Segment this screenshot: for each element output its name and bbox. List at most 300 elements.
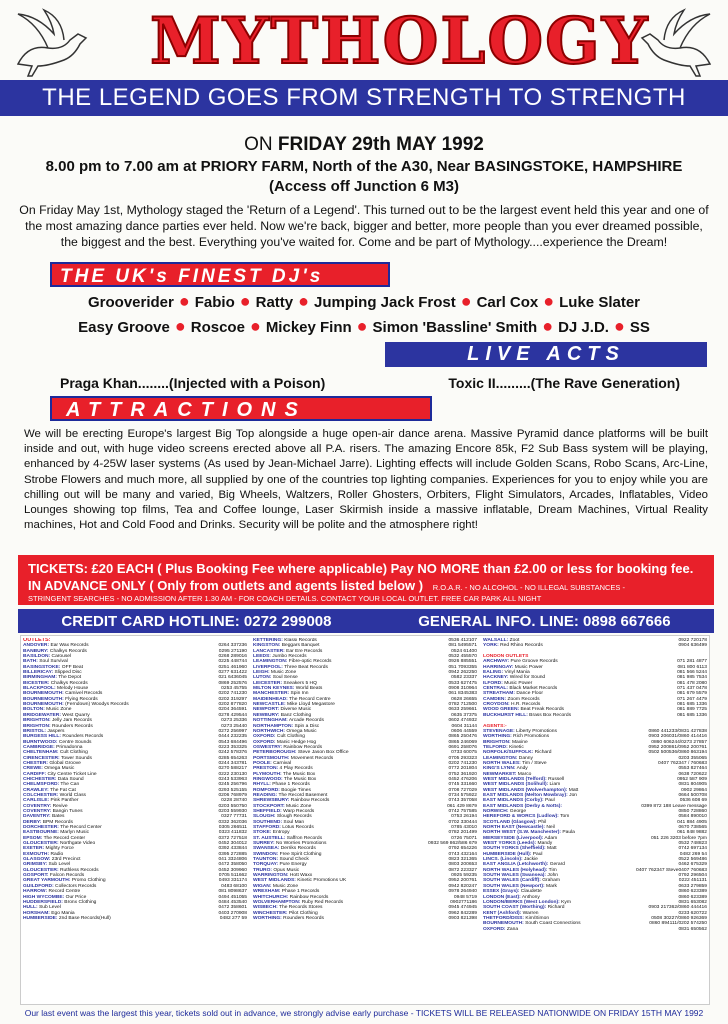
outlet-name: Manic Hedge Hog — [275, 739, 317, 745]
outlet-phone: 021 6436045 — [218, 675, 247, 681]
outlet-phone: 0942 262250 — [448, 670, 477, 676]
outlet-name: 2nd Base Records(Hull) — [57, 915, 111, 921]
outlet-name: Phil — [536, 819, 547, 825]
outlet-name: Chalkys Records — [49, 680, 88, 686]
outlet-phone: 0922 720178 — [678, 638, 707, 643]
tickets-advance-text: IN ADVANCE ONLY ( Only from outlets and agents listed below ) — [28, 578, 424, 593]
outlet-name: Ruthless Records — [58, 867, 99, 873]
outlet-name: Fibre-optic Records — [287, 659, 332, 665]
outlet-town: WOLVERHAMPTON: — [253, 899, 301, 905]
outlet-phone: 0785 43010 — [451, 825, 477, 831]
attractions-text: We will be erecting Europe's largest Big Top alongside a huge open-air dance arena. Massive Pyramid dance platforms will be built inside and out, with huge video screens erected above all P.A. risers. The amazing Encore 85k, F2 Sub Bass system will be playing, enhanced by 4-25W laser systems (As used by Jean-Michael Jarre). Lighting effects will include Golden Scans, Robo Scans, Arc-Line, Strobe Flowers and much more, all supplied by one of the countries top lighting companies. Experiences for you to enjoy while you are chilling out will be many and varied, Big Wheels, Waltzers, Roller Ghosters, Orbiters, Flight Simulators, Arcades, Inflatables, Video Lounges showing top films, Tea and Coffee lounge, Laser Skirmish inside a massive inflatable, Dream Machines, Virtual Reality machines, Hot and Cold Food and Drinks. Security will be polite and the atmosphere right! — [24, 428, 708, 532]
tickets-advance — [18, 576, 714, 593]
outlet-phone: 0948 5719 — [453, 894, 477, 900]
outlet-name: Entropy — [271, 830, 290, 836]
outlet-phone: 0536 412107 — [448, 638, 477, 643]
outlet-town: GLOUCESTER: — [23, 867, 59, 873]
outlet-phone: 0392 433844 — [218, 846, 247, 852]
dj-name: Grooverider — [87, 294, 174, 311]
outlet-phone: 0483 68100 — [221, 883, 247, 889]
outlet-town: PETERBOROUGH: — [253, 750, 297, 756]
outlet-name: Tim / Steve — [520, 760, 547, 766]
outlet-name: Ego Mania — [49, 910, 75, 916]
outlet-name: Tim — [547, 867, 557, 873]
attractions-banner: ATTRACTIONS — [50, 396, 432, 421]
outlet-town: BATH: — [23, 659, 38, 665]
outlet-phone: 0670 738565 — [678, 825, 707, 831]
outlet-town: ILFORD: — [483, 680, 503, 686]
outlet-name: Warren — [521, 910, 539, 916]
outlet-town: SURREY: — [253, 841, 275, 847]
outlet-phone: 0582 23337 — [451, 675, 477, 681]
outlet-phone: 0742 757585 — [448, 809, 477, 814]
outlet-phone: 071 281 4877 — [677, 659, 707, 665]
tagline-banner: THE LEGEND GOES FROM STRENGTH TO STRENGTH — [0, 80, 728, 116]
outlet-phone: 0803 200653 — [448, 862, 477, 868]
outlet-phone: 0472 358050 — [218, 862, 247, 868]
outlet-name: Zoot — [508, 638, 520, 643]
outlet-phone: 0532 748823 — [678, 841, 707, 847]
bullet-dot-icon: ● — [178, 291, 190, 311]
outlet-name: Beggars Banquet — [280, 643, 320, 649]
outlet-name: Zoom Records — [506, 696, 540, 702]
outlet-phone: 0452 476206 — [448, 776, 477, 782]
outlet-phone: 0332 362036 — [218, 819, 247, 825]
outlet-name: Ear Wax Records — [49, 643, 89, 649]
outlet-phone: 0533 627475 — [448, 680, 477, 686]
outlet-town: ST. AUSTELL: — [253, 835, 286, 841]
outlet-phone: 0708 727029 — [448, 787, 477, 793]
outlet-phone: 0462 675329 — [678, 862, 707, 868]
outlet-name: Claudette — [519, 889, 542, 895]
outlet-town: KING'S LYNN: — [483, 766, 516, 772]
outlet-town: BICESTER: — [23, 680, 50, 686]
outlet-phone: 0444 232235 — [218, 734, 247, 740]
outlets-heading: OUTLETS: — [23, 638, 51, 643]
outlet-name: John — [546, 873, 559, 879]
pegasus-left-icon — [8, 4, 100, 82]
outlet-phone: 0932 569 862/586 679 — [428, 841, 477, 847]
outlet-phone: 0604 31144 — [451, 723, 477, 729]
outlet-name: Music Zone — [269, 670, 297, 676]
outlet-phone: 0872 223327 — [448, 867, 477, 873]
outlet-town: LEICESTER: — [253, 680, 283, 686]
outlet-name: The Music Box — [282, 776, 317, 782]
outlet-name: World Beats — [294, 686, 323, 692]
live-act-item: Toxic II.........(The Rave Generation) — [448, 375, 680, 391]
outlet-phone: 0494 451055 — [218, 894, 247, 900]
outlet-town: NORWICH: — [483, 809, 509, 814]
outlet-town: NORTHWICH: — [253, 728, 286, 734]
outlet-name: Bates — [50, 814, 65, 820]
outlet-town: WINCHESTER: — [253, 910, 288, 916]
outlet-town: SOUTH WALES (Swansea): — [483, 873, 547, 879]
outlet-town: TORQUAY: — [253, 862, 279, 868]
outlet-name: Maxine — [510, 739, 528, 745]
outlet-phone: 0285 654263 — [218, 755, 247, 761]
outlet-name: Paula — [560, 830, 575, 836]
outlet-town: STOKE: — [253, 830, 272, 836]
outlet-phone: 0203 355065 — [678, 755, 707, 761]
outlet-name: Black Market Records — [508, 686, 558, 692]
outlet-name: Revive — [51, 803, 68, 809]
outlet-phone: 0734 575922 — [448, 792, 477, 798]
outlet-phone: 0952 587 909 — [677, 776, 707, 782]
outlet-name: BPM Records — [41, 819, 73, 825]
outlet-name: Soul Sense — [271, 675, 298, 681]
dj-name: Mickey Finn — [265, 319, 352, 336]
outlet-phone: 0323 411832 — [218, 830, 247, 836]
outlet-name: Jaspers — [46, 728, 65, 734]
outlet-phone: 0860 623389 — [678, 889, 707, 895]
outlet-name: Vinyl Mania — [503, 670, 530, 676]
outlet-phone: 0978 264940 — [448, 889, 477, 895]
outlet-name: Liam — [548, 782, 561, 788]
outlet-town: WEST MIDLANDS (Solihull): — [483, 782, 549, 788]
outlet-phone: 0202 319297 — [218, 696, 247, 702]
outlet-phone: 0522 569486 — [678, 857, 707, 863]
outlet-phone: 0745 331660 — [448, 782, 477, 788]
outlet-town: WARRINGTON: — [253, 873, 289, 879]
outlet-town: EAST MIDLANDS (Derby & Notts): — [483, 803, 563, 809]
outlet-town: SHREWSBURY: — [253, 798, 290, 804]
outlet-town: RHYLL: — [253, 782, 271, 788]
outlet-town: GREAT YARMOUTH: — [23, 878, 71, 884]
outlet-town: READING: — [253, 792, 278, 798]
outlet-phone: 0452 309960 — [218, 867, 247, 873]
outlet-phone: 0295 271190 — [218, 648, 247, 654]
outlet-name: South Coast Connections — [523, 921, 581, 927]
outlet-town: SOUTH WALES (Newport): — [483, 883, 545, 889]
outlet-name: No Worries Promotions — [274, 841, 327, 847]
outlet-town: EXMOUTH: — [23, 851, 50, 857]
outlet-town: BRIDGEWATER: — [23, 712, 61, 718]
outlet-name: Falcon Records — [48, 873, 85, 879]
outlet-name: Rich Promotions — [511, 734, 550, 740]
outlet-name: Pink Panther — [49, 798, 79, 804]
outlet-phone: 0702 330444 — [448, 819, 477, 825]
outlet-town: DERBY: — [23, 819, 42, 825]
outlet-phone: 0865 250476 — [448, 734, 477, 740]
outlet-name: Sub Level — [37, 905, 61, 911]
outlet-town: BOLTON: — [23, 707, 45, 713]
outlet-town: NORTH EAST (Newcastle): — [483, 825, 545, 831]
outlet-phone: 0253 45755 — [221, 686, 247, 692]
outlet-phone: 061 429 8679 — [447, 803, 477, 809]
djs-row-2 — [0, 316, 728, 337]
outlet-name: Spin a Disc — [293, 723, 320, 729]
outlet-phone: 081 478 2080 — [677, 680, 707, 686]
outlet-name: Omega Music — [42, 766, 75, 772]
outlet-name: Slough Records — [275, 814, 312, 820]
outlet-town: LEAMINGTON: — [483, 755, 518, 761]
outlet-name: Music Zone — [271, 883, 299, 889]
event-date — [0, 134, 728, 156]
djs-banner: THE UK's FINEST DJ's — [50, 262, 390, 287]
outlet-phone: 0403 270908 — [218, 910, 247, 916]
outlet-phone: 0860 441233/0831 427838 — [648, 728, 707, 734]
outlet-phone: 0372 727518 — [218, 835, 247, 841]
bullet-dot-icon: ● — [543, 291, 555, 311]
outlet-name: Movement Records — [289, 755, 334, 761]
outlet-name: 23rd Precinct — [50, 857, 81, 863]
outlet-town: EAST MIDLANDS (Melton Mowbray): — [483, 792, 568, 798]
outlet-phone: 051 7093355 — [448, 664, 477, 670]
outlet-phone: 0243 533963 — [218, 776, 247, 782]
outlet-town: NOTTINGHAM: — [253, 718, 288, 724]
outlet-name: The Record Center — [42, 835, 86, 841]
outlet-name: Radio — [49, 851, 64, 857]
outlet-town: HARROW: — [23, 889, 48, 895]
outlet-name: Matt — [567, 787, 579, 793]
outlet-phone: 081 685 1336 — [677, 712, 707, 718]
outlet-name: Andy — [515, 766, 528, 772]
outlet-name: Boogie Times — [279, 787, 311, 793]
outlet-name: The Records Stores — [277, 905, 323, 911]
outlet-town: STAFFORD: — [253, 825, 281, 831]
outlet-town: SOUTHEND: — [253, 819, 283, 825]
pegasus-right-icon — [628, 4, 720, 82]
outlet-town: WEST YORKS (Leeds): — [483, 841, 537, 847]
outlet-town: HEREFORD & WORCS (Ludlow): — [483, 814, 559, 820]
outlet-town: LEIGH: — [253, 670, 270, 676]
outlet-phone: 0860 606244/0273 27857 — [651, 739, 707, 745]
outlet-phone: 0543 684496 — [218, 739, 247, 745]
outlet-row — [253, 916, 477, 921]
outlets-column-3 — [483, 638, 707, 1002]
outlet-town: PRESTON: — [253, 766, 279, 772]
outlet-name: Tom — [558, 814, 570, 820]
outlet-phone: 0903 821398 — [448, 915, 477, 921]
outlet-name: Jelly Jam Records — [50, 718, 92, 724]
outlet-name: Adam — [543, 835, 558, 841]
outlet-phone: 0962 842289 — [448, 910, 477, 916]
outlet-name: Carousel — [50, 654, 72, 660]
outlet-phone: 0628 26655 — [451, 696, 477, 702]
outlet-phone: 0508 30227/0860 926369 — [651, 915, 707, 921]
outlet-name: City Centre Ticket Line — [46, 771, 97, 777]
outlet-phone: 0273 25440 — [221, 723, 247, 729]
outlet-town: NORTH WALES (Holyhead): — [483, 867, 548, 873]
outlet-name: Bangin Tunes — [51, 809, 83, 814]
outlet-phone: 0493 331174 — [218, 878, 247, 884]
outlet-name: The Fat Cat — [48, 787, 76, 793]
outlet-name: Pure Groove Records — [509, 659, 558, 665]
bullet-dot-icon: ● — [249, 316, 261, 336]
hotline-bar — [18, 609, 714, 633]
outlet-phone: 0753 26194 — [451, 814, 477, 820]
outlet-town: CHELMSFORD: — [23, 782, 60, 788]
outlets-list — [20, 635, 710, 1005]
bullet-dot-icon: ● — [356, 316, 368, 336]
outlet-town: SOUTH COAST (Worthing): — [483, 905, 547, 911]
outlet-phone: 0502 500536/0860 863194 — [648, 750, 707, 756]
outlet-phone: 0222 230130 — [218, 771, 247, 777]
outlet-town: STEVENAGE: — [483, 728, 515, 734]
outlet-town: SOUTH YORKS (Sheffield): — [483, 846, 546, 852]
outlet-town: ROMFORD: — [253, 787, 280, 793]
outlet-phone: 0925 59235 — [451, 873, 477, 879]
outlet-phone: 081 889 7725 — [677, 707, 707, 713]
outlet-town: WORTHING: — [483, 734, 512, 740]
outlet-phone: 0705 293323 — [448, 755, 477, 761]
outlet-name: Kinetic Promotions UK — [295, 878, 347, 884]
outlet-phone: 0407 762347 Steve0407 760683 — [636, 867, 707, 873]
outlet-phone: 0743 432164 — [448, 851, 477, 857]
outlet-town: SWANSEA: — [253, 846, 280, 852]
outlet-name: Banz Clothing — [279, 712, 312, 718]
tickets-conditions: STRINGENT SEARCHES - NO ADMISSION AFTER 1.30 AM - FOR COACH DETAILS. CONTACT YOUR LOCAL OUTLET. FREE CAR PARK ALL NIGHT — [28, 594, 542, 603]
outlet-phone: 0952 200761 — [448, 878, 477, 884]
outlet-phone: 0752 361920 — [448, 771, 477, 777]
outlet-town: BIRMINGHAM: — [23, 675, 57, 681]
outlet-town: SWINDON: — [253, 851, 279, 857]
outlet-phone: 0664 500708 — [678, 792, 707, 798]
outlet-phone: 061 848 9882 — [677, 830, 707, 836]
outlet-name: Russell — [546, 776, 565, 782]
outlet-town: EALING: — [483, 670, 504, 676]
outlet-phone: 0705 511662 — [218, 873, 247, 879]
outlet-town: BANBURY: — [23, 648, 49, 654]
djs-row-1 — [0, 291, 728, 312]
date-text: FRIDAY 29th MAY 1992 — [277, 134, 484, 155]
outlet-phone: 0202 741230 — [218, 691, 247, 697]
outlet-name: Liberty Promotions — [514, 728, 557, 734]
live-acts-banner: LIVE ACTS — [385, 342, 707, 367]
outlet-name: Camivel Records — [63, 691, 103, 697]
credit-card-hotline: CREDIT CARD HOTLINE: 0272 299008 — [61, 612, 332, 630]
outlet-phone: 0860 623389 — [678, 894, 707, 900]
outlet-name: Rounders Records — [61, 734, 104, 740]
outlet-town: BUCKHURST HILL: — [483, 712, 528, 718]
outlet-name: Brass Box Records — [527, 712, 572, 718]
outlet-phone: 0726 75071 — [451, 835, 477, 841]
outlet-town: ESSEX (Grays): — [483, 889, 520, 895]
outlet-name: Steve Jason Box Office — [296, 750, 349, 756]
outlet-town: MANCHESTER: — [253, 691, 290, 697]
outlet-name: Mighty Force — [44, 846, 74, 852]
outlet-phone: 0903 217362/0860 444416 — [648, 905, 707, 911]
outlet-name: (Ferndown) Woodys Records — [63, 702, 129, 708]
live-act-item: Praga Khan........(Injected with a Poison) — [60, 375, 326, 391]
outlet-name: Lotus Records — [280, 825, 314, 831]
outlet-name: Jon — [567, 792, 578, 798]
outlet-phone: 041 884 4905 — [677, 819, 707, 825]
outlet-phone: 0782 712500 — [448, 702, 477, 708]
outlet-name: OFF Beat — [60, 664, 83, 670]
outlet-name: Kym — [559, 899, 571, 905]
outlet-phone: 0225 448744 — [218, 659, 247, 665]
outlet-name: Promo Clothing — [70, 878, 106, 884]
outlet-name: Soul Survival — [37, 659, 68, 665]
outlet-town: CRAWLEY: — [23, 787, 49, 793]
outlet-phone: 0831 804905 — [678, 782, 707, 788]
outlet-name: Melody House — [55, 686, 89, 692]
outlet-name: Spin Inn — [289, 691, 309, 697]
outlet-town: MERSEYSIDE (Liverpool): — [483, 835, 544, 841]
outlet-phone: 0206 768979 — [218, 792, 247, 798]
outlet-name: Music Power — [502, 680, 533, 686]
live-acts-list — [60, 375, 680, 391]
outlet-town: COLCHESTER: — [23, 792, 59, 798]
outlet-name: Arcade Records — [287, 718, 324, 724]
outlet-name: Pilot Clothing — [287, 910, 318, 916]
outlet-name: Omega Music — [285, 728, 317, 734]
outlet-town: GLOUCESTER: — [23, 841, 59, 847]
outlet-name: Slipped Disc — [53, 670, 82, 676]
outlet-town: LEAMINGTON: — [253, 659, 288, 665]
outlet-town: BLACKPOOL: — [23, 686, 56, 692]
outlet-town: WIGAN: — [253, 883, 272, 889]
outlet-phone: 081 800 6113 — [677, 664, 707, 670]
outlet-phone: 0264 337236 — [218, 643, 247, 649]
outlet-phone: 0277 631422 — [218, 670, 247, 676]
outlet-town: GOSPORT: — [23, 873, 49, 879]
outlet-name: Sneakers 5 HQ — [282, 680, 317, 686]
outlet-phone: 0482 277 59 — [219, 915, 247, 921]
outlet-name: Rainbow Records — [282, 744, 323, 750]
outlet-phone: 0452 304012 — [218, 841, 247, 847]
outlet-town: CHICHESTER: — [23, 776, 57, 782]
outlet-name: Cult Clothing — [58, 750, 88, 756]
outlet-phone: 0278 429544 — [218, 712, 247, 718]
outlet-name: Mandy — [536, 841, 553, 847]
outlet-phone: 0407 762347 / 760683 — [658, 760, 707, 766]
outlet-town: HACKNEY: — [483, 675, 509, 681]
outlet-phone: 0293 525155 — [218, 787, 247, 793]
outlet-name: Primadonna — [54, 744, 83, 750]
header — [0, 0, 728, 118]
outlet-phone: 0203 550750 — [218, 803, 247, 809]
outlet-name: Rounders Records — [281, 915, 324, 921]
outlet-town: BOURNEMOUTH: — [23, 702, 64, 708]
outlet-phone: 0831 650562 — [678, 926, 707, 932]
outlet-town: HARRINGAY: — [483, 664, 514, 670]
outlet-name: Soul Man — [282, 819, 305, 825]
outlet-town: STREATHAM: — [483, 691, 515, 697]
outlet-town: BASILDON: — [23, 654, 51, 660]
dj-name: Carl Cox — [476, 294, 539, 311]
outlet-town: EAST MIDLANDS (Corby): — [483, 798, 544, 804]
outlet-phone: 0952 200861/0952 200761 — [648, 744, 707, 750]
outlet-town: TRURO: — [253, 867, 273, 873]
outlet-phone: 0904 636499 — [678, 643, 707, 649]
outlet-phone: 0472 358601 — [218, 905, 247, 911]
outlet-name: Collectors Records — [53, 883, 97, 889]
outlet-town: NORTH WALES: — [483, 760, 521, 766]
outlet-town: CHESTER: — [23, 760, 48, 766]
outlet-phone: 0638 720622 — [678, 771, 707, 777]
outlet-name: Derriks Records — [279, 846, 316, 852]
outlet-town: LONDON (East): — [483, 894, 521, 900]
outlet-town: OXFORD: — [483, 926, 506, 932]
outlet-phone: 0536 608 69 — [679, 798, 707, 804]
outlet-town: HUDDERSFIELD: — [23, 899, 63, 905]
outlet-name: Red Rhino Records — [498, 643, 543, 649]
outlet-town: EPSOM: — [23, 835, 43, 841]
outlet-phone: 0327 77731 — [221, 814, 247, 820]
outlet-town: LEEDS: — [253, 654, 271, 660]
outlet-town: SCOTLAND (Glasgow): — [483, 819, 537, 825]
outlet-name: Klassi Records — [282, 638, 317, 643]
outlet-phone: 0202 877820 — [218, 702, 247, 708]
outlet-name: The Record Basement — [277, 792, 328, 798]
outlet-town: HUMBERSIDE (Hull): — [483, 851, 532, 857]
outlet-phone: 0606 44559 — [451, 728, 477, 734]
outlet-town: GUILDFORD: — [23, 883, 54, 889]
outlet-name: Anthony — [520, 894, 540, 900]
outlet-phone: 081 5495571 — [448, 643, 477, 649]
